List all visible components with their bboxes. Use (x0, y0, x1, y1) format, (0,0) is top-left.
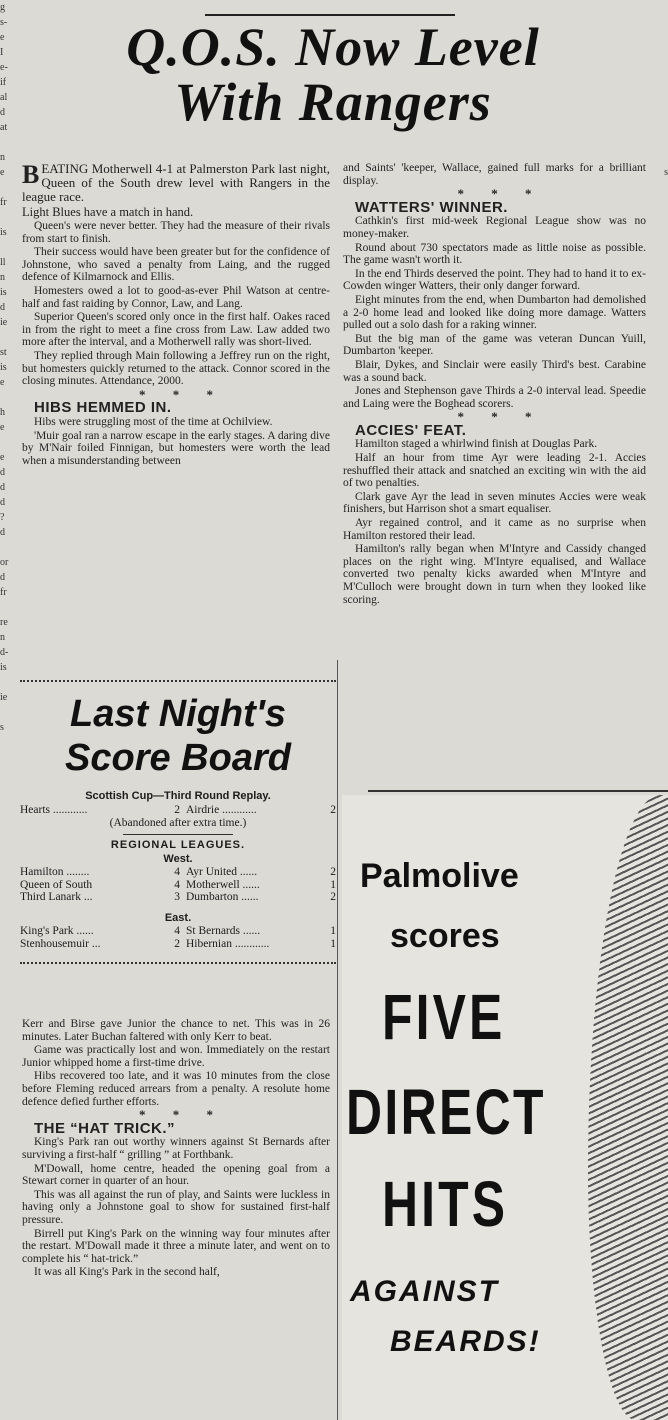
left-edge-fragment: ? (0, 512, 5, 523)
home-team: Third Lanark ... (20, 891, 93, 904)
main-paragraph-6: They replied through Main following a Jeffrey run on the right, but homesters quickly returned to the attack. Connor scored in the closing minutes. Attendance, 2000. (22, 349, 330, 388)
left-edge-fragment (0, 135, 16, 150)
ornamental-rule-bottom (20, 962, 336, 964)
east-heading: East. (164, 911, 192, 924)
stars-divider-3: * * * (457, 186, 544, 202)
cup-note: (Abandoned after extra time.) (109, 816, 247, 829)
left-edge-fragment: ie (0, 692, 8, 703)
scoreboard-section (20, 676, 336, 968)
away-score: 2 (330, 804, 336, 816)
right-edge-fragment (656, 480, 668, 495)
left-edge-fragment: st (0, 347, 7, 358)
away-score: 1 (330, 878, 336, 891)
main-paragraph-5: Superior Queen's scored only once in the first half. Oakes raced in from the right to meet a fine cross from Law. Law added two more after the interval, and a Motherwell rally was short-lived. (22, 311, 330, 349)
watters-paragraph-7: Jones and Stephenson gave Thirds a 2-0 interval lead. Speedie and Laing were the Boghead scorers. (343, 385, 646, 410)
right-edge-fragment (656, 585, 668, 600)
away-score: 1 (330, 937, 336, 950)
right-edge-fragment (656, 645, 668, 660)
left-edge-fragment: ll (0, 257, 6, 268)
left-edge-fragment (0, 330, 16, 345)
right-edge-fragment (656, 195, 668, 210)
right-edge-fragment (656, 495, 668, 510)
left-edge-fragment: d (0, 527, 5, 538)
right-edge-fragment (656, 735, 668, 750)
right-edge-fragment (656, 720, 668, 735)
right-edge-fragment (656, 240, 668, 255)
right-edge-fragment (656, 90, 668, 105)
right-edge-fragment (656, 600, 668, 615)
right-edge-fragment: s (664, 167, 668, 178)
right-column-stories (343, 162, 646, 607)
right-edge-fragment (656, 390, 668, 405)
left-edge-fragment: or (0, 557, 9, 568)
accies-paragraph-5: Hamilton's rally began when M'Intyre and Cassidy changed places on the right wing. M'Intyre equalised, and Wallace converted two penalty kicks awarded when M'Intyre and M'Culloch were brought down in turn when they looked like scoring. (343, 543, 646, 606)
left-edge-fragment: e- (0, 62, 8, 73)
left-edge-fragment: if (0, 77, 7, 88)
result-row (20, 925, 336, 938)
hibs-heading: HIBS HEMMED IN. (34, 399, 172, 417)
right-edge-fragment (656, 225, 668, 240)
right-edge-fragment (656, 30, 668, 45)
result-row (20, 938, 336, 951)
stars-divider-4: * * * (457, 409, 544, 425)
right-edge-fragment (656, 375, 668, 390)
left-edge-fragment (0, 675, 16, 690)
accies-paragraph-3: Clark gave Ayr the lead in seven minutes Accies were weak finishers, but Harrison shot a smart equaliser. (343, 490, 646, 516)
scoreboard-title-2: Score Board (65, 737, 291, 779)
right-edge-fragment (656, 105, 668, 120)
lower-left-stories (22, 1018, 330, 1280)
hattrick-heading: THE “HAT TRICK.” (34, 1119, 176, 1137)
hibs-paragraph-1: Hibs were struggling most of the time at Ochilview. (34, 415, 273, 428)
home-score: 4 (174, 878, 180, 891)
left-edge-fragment: is (0, 362, 7, 373)
advert-fan-illustration (588, 795, 668, 1420)
left-edge-fragment: d (0, 482, 5, 493)
accies-paragraph-1: Hamilton staged a whirlwind finish at Douglas Park. (355, 438, 598, 451)
right-edge-fragment (656, 555, 668, 570)
column-rule (337, 660, 338, 1420)
result-row (20, 879, 336, 892)
stars-divider-2: * * * (139, 1107, 225, 1123)
short-rule (123, 834, 233, 835)
right-edge-fragment (656, 690, 668, 705)
home-score: 2 (174, 804, 180, 816)
advert-top-rule (368, 790, 668, 792)
home-score: 2 (174, 937, 180, 950)
main-story (22, 162, 330, 468)
left-edge-fragment: at (0, 122, 8, 133)
cup-result-row (20, 804, 336, 817)
right-edge-fragment (656, 420, 668, 435)
regional-heading: REGIONAL LEAGUES. (110, 839, 246, 852)
right-edge-fragment (656, 210, 668, 225)
left-edge-fragment: n (0, 632, 5, 643)
right-edge-fragment (656, 630, 668, 645)
right-edge-fragment (656, 435, 668, 450)
right-edge-text (656, 0, 668, 780)
right-edge-fragment (656, 525, 668, 540)
left-edge-fragment: is (0, 662, 7, 673)
right-edge-fragment (656, 465, 668, 480)
right-edge-fragment (656, 135, 668, 150)
left-edge-fragment: s (0, 722, 4, 733)
right-edge-fragment (656, 330, 668, 345)
left-edge-fragment: e (0, 167, 5, 178)
home-team: Hearts ............ (20, 804, 88, 816)
right-edge-fragment (656, 570, 668, 585)
advert-line-4: DIRECT (346, 1076, 546, 1148)
right-edge-fragment (656, 315, 668, 330)
hibs-continued-3: Hibs recovered too late, and it was 10 minutes from the close before Fleming reduced arrears from a penalty. A resolute home defence defied further efforts. (22, 1070, 330, 1108)
hattrick-paragraph-2: M'Dowall, home centre, headed the opening goal from a Stewart corner in quarter of an hour. (22, 1162, 330, 1188)
right-edge-fragment (656, 615, 668, 630)
right-edge-fragment (656, 285, 668, 300)
away-team: Dumbarton ...... (186, 891, 259, 904)
ornamental-rule-top (20, 680, 336, 682)
right-edge-fragment (656, 180, 668, 195)
result-row (20, 866, 336, 879)
home-team: Stenhousemuir ... (20, 937, 101, 950)
home-team: King's Park ...... (20, 924, 94, 937)
west-heading: West. (163, 853, 193, 866)
left-edge-fragment: n (0, 272, 5, 283)
left-edge-fragment (0, 705, 16, 720)
left-edge-fragment: e (0, 32, 5, 43)
main-lead-text: EATING Motherwell 4-1 at Palmerston Park last night, Queen of the South drew level with Rangers in the league race. (22, 161, 330, 204)
advert-line-1: Palmolive (360, 857, 519, 895)
right-edge-fragment (656, 510, 668, 525)
right-edge-fragment (656, 360, 668, 375)
right-edge-fragment (656, 450, 668, 465)
away-team: Hibernian ............ (186, 937, 270, 950)
left-edge-fragment: fr (0, 587, 7, 598)
watters-paragraph-5: But the big man of the game was veteran Duncan Yuill, Dumbarton 'keeper. (343, 332, 646, 358)
left-edge-fragment (0, 240, 16, 255)
headline-line-2: With Rangers (174, 72, 492, 132)
away-team: St Bernards ...... (186, 924, 261, 937)
hibs-continued-2: Game was practically lost and won. Immediately on the restart Junior whipped home a first-time drive. (22, 1044, 330, 1069)
home-team: Hamilton ........ (20, 866, 90, 879)
right-edge-fragment (656, 660, 668, 675)
left-edge-fragment (0, 390, 16, 405)
accies-paragraph-4: Ayr regained control, and it came as no surprise when Hamilton restored their lead. (343, 517, 646, 542)
left-edge-fragment: is (0, 227, 7, 238)
left-edge-fragment: d (0, 302, 5, 313)
left-edge-fragment (0, 540, 16, 555)
right-edge-fragment (656, 60, 668, 75)
away-score: 2 (330, 891, 336, 904)
right-edge-fragment (656, 150, 668, 165)
watters-paragraph-2: Round about 730 spectators made as little noise as possible. The game wasn't worth it. (343, 241, 646, 267)
advert-line-2: scores (390, 917, 500, 955)
hattrick-paragraph-1: King's Park ran out worthy winners against St Bernards after surviving a first-half “ grilling ” at Forthbank. (22, 1136, 330, 1161)
advert-line-5: HITS (382, 1168, 509, 1240)
right-edge-fragment (656, 270, 668, 285)
advert-line-7: BEARDS! (390, 1325, 541, 1358)
main-paragraph-1: Light Blues have a match in hand. (22, 205, 194, 219)
scoreboard-title-1: Last Night's (70, 693, 286, 735)
main-paragraph-2: Queen's were never better. They had the measure of their rivals from start to finish. (22, 220, 330, 245)
hattrick-paragraph-4: Birrell put King's Park on the winning way four minutes after the restart. M'Dowall made it three a minute later, and went on to complete his “ hat-trick.” (22, 1227, 330, 1265)
away-team: Motherwell ...... (186, 878, 260, 891)
home-score: 4 (174, 866, 180, 879)
away-score: 1 (330, 924, 336, 937)
right-edge-fragment (656, 750, 668, 765)
main-paragraph-3: Their success would have been greater but for the confidence of Johnstone, who saved a penalty from Laing, and the rugged defence of Kilmarnock and Ellis. (22, 246, 330, 284)
watters-paragraph-4: Eight minutes from the end, when Dumbarton had demolished a 2-0 home lead and looked like doing more damage. Watters pulled out a solo dash for a raking winner. (343, 293, 646, 332)
right-edge-fragment (656, 675, 668, 690)
accies-heading: ACCIES' FEAT. (355, 421, 467, 439)
stars-divider: * * * (139, 386, 225, 402)
palmolive-advert (342, 795, 668, 1420)
left-edge-fragment: I (0, 47, 4, 58)
right-edge-fragment (656, 405, 668, 420)
left-edge-fragment: ie (0, 317, 8, 328)
result-row (20, 891, 336, 904)
right-edge-fragment (656, 120, 668, 135)
east-results (20, 925, 336, 950)
away-team: Airdrie ............ (186, 804, 257, 816)
watters-paragraph-3: In the end Thirds deserved the point. They had to hand it to ex-Cowden winger Watters, their only danger forward. (343, 267, 646, 293)
right-edge-fragment (656, 705, 668, 720)
right-edge-fragment (656, 15, 668, 30)
home-team: Queen of South (20, 878, 93, 891)
left-edge-fragment: h (0, 407, 5, 418)
home-score: 3 (174, 891, 180, 904)
watters-paragraph-6: Blair, Dykes, and Sinclair were easily Third's best. Carabine was a sound back. (343, 358, 646, 384)
left-edge-fragment: e (0, 422, 5, 433)
right-edge-fragment (656, 0, 668, 15)
saints-continued: and Saints' 'keeper, Wallace, gained full marks for a brilliant display. (343, 162, 646, 187)
away-score: 2 (330, 866, 336, 879)
advert-line-3: FIVE (382, 981, 506, 1053)
main-lead-paragraph (22, 162, 330, 204)
away-team: Ayr United ...... (186, 866, 258, 879)
home-score: 4 (174, 924, 180, 937)
left-edge-fragment: is (0, 287, 7, 298)
hibs-continued-1: Kerr and Birse gave Junior the chance to net. This was in 26 minutes. Later Buchan faltered with only Kerr to beat. (22, 1018, 330, 1043)
left-edge-fragment: e (0, 452, 5, 463)
left-edge-fragment: re (0, 617, 8, 628)
right-edge-fragment (656, 300, 668, 315)
watters-heading: WATTERS' WINNER. (355, 198, 508, 216)
accies-paragraph-2: Half an hour from time Ayr were leading 2-1. Accies reshuffled their attack and snatched an exciting win with the aid of two penalties. (343, 452, 646, 490)
headline (18, 17, 648, 132)
headline-line-1: Q.O.S. Now Level (126, 17, 540, 77)
left-edge-fragment: g (0, 2, 5, 13)
left-edge-fragment (0, 210, 16, 225)
right-edge-fragment (656, 255, 668, 270)
left-edge-fragment: al (0, 92, 8, 103)
main-paragraph-4: Homesters owed a lot to good-as-ever Phil Watson at centre-half and fast raiding by Connor, Law, and Lang. (22, 284, 330, 310)
left-edge-fragment: e (0, 377, 5, 388)
left-edge-fragment: fr (0, 197, 7, 208)
right-edge-fragment (656, 75, 668, 90)
right-edge-fragment (656, 45, 668, 60)
left-edge-fragment: d (0, 467, 5, 478)
left-edge-fragment: s- (0, 17, 8, 28)
drop-cap: B (22, 160, 40, 189)
left-edge-fragment: d (0, 107, 5, 118)
hattrick-paragraph-3: This was all against the run of play, and Saints were luckless in having only a Johnstone goal to show for sustained first-half pressure. (22, 1188, 330, 1226)
watters-paragraph-1: Cathkin's first mid-week Regional League show was no money-maker. (343, 215, 646, 240)
right-edge-fragment (656, 345, 668, 360)
advert-line-6: AGAINST (350, 1275, 499, 1308)
left-edge-fragment: n (0, 152, 5, 163)
top-rule (205, 14, 455, 16)
left-edge-fragment: d (0, 572, 5, 583)
left-edge-fragment (0, 180, 16, 195)
right-edge-fragment (656, 540, 668, 555)
hibs-paragraph-2: 'Muir goal ran a narrow escape in the early stages. A daring dive by M'Nair foiled Finnigan, but homesters were worth the lead when a misunderstanding between (22, 429, 330, 467)
west-results (20, 866, 336, 904)
left-edge-fragment: d (0, 497, 5, 508)
cup-heading: Scottish Cup—Third Round Replay. (85, 790, 271, 802)
left-edge-text (0, 0, 16, 760)
left-edge-fragment (0, 435, 16, 450)
left-edge-fragment (0, 600, 16, 615)
hattrick-paragraph-5: It was all King's Park in the second half, (34, 1266, 220, 1279)
left-edge-fragment: d- (0, 647, 9, 658)
